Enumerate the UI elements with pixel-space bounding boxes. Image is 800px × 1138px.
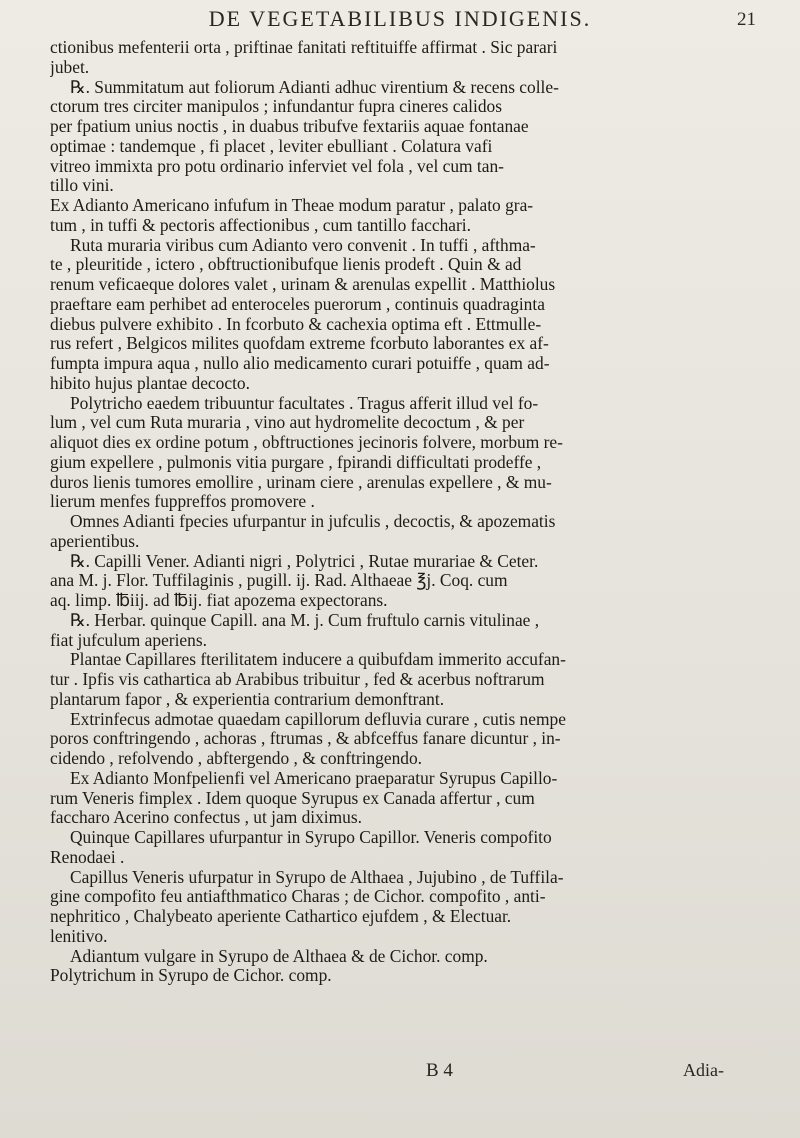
- text-line: fumpta impura aqua , nullo alio medicamento curari potuiffe , quam ad-: [50, 354, 550, 373]
- running-head: DE VEGETABILIBUS INDIGENIS.: [208, 6, 592, 31]
- text-line: tur . Ipfis vis cathartica ab Arabibus tribuitur , fed & acerbus noftrarum: [50, 670, 545, 689]
- text-line: tillo vini.: [50, 176, 114, 196]
- text-line: nephritico , Chalybeato aperiente Cathartico ejufdem , & Electuar.: [50, 907, 512, 926]
- text-line: Polytrichum in Syrupo de Cichor. comp.: [50, 966, 332, 986]
- text-line: ana M. j. Flor. Tuffilaginis , pugill. ij. Rad. Althaeae ℥j. Coq. cum: [50, 571, 508, 591]
- text-line: diebus pulvere exhibito . In fcorbuto & cachexia optima eft . Ettmulle-: [50, 314, 542, 334]
- page-number: 21: [737, 9, 756, 30]
- text-line: renum veficaeque dolores valet , urinam & arenulas expellit . Matthiolus: [50, 275, 556, 294]
- text-line: gine compofito feu antiafthmatico Charas ; de Cichor. compofito , anti-: [50, 887, 546, 907]
- text-line: ctorum tres circiter manipulos ; infundantur fupra cineres calidos: [50, 97, 503, 117]
- text-line: Renodaei .: [50, 847, 125, 867]
- text-line: rum Veneris fimplex . Idem quoque Syrupus ex Canada affertur , cum: [50, 788, 535, 808]
- text-line: gium expellere , pulmonis vitia purgare , fpirandi difficultati prodeffe ,: [50, 452, 542, 472]
- text-line: Ex Adianto Monfpelienfi vel Americano praeparatur Syrupus Capillo-: [70, 768, 558, 788]
- text-line: lenitivo.: [50, 926, 108, 946]
- text-line: Omnes Adianti fpecies ufurpantur in jufculis , decoctis, & apozematis: [70, 512, 556, 531]
- text-line: te , pleuritide , ictero , obftructionibufque lienis prodeft . Quin & ad: [50, 255, 522, 275]
- text-line: duros lienis tumores emollire , urinam ciere , arenulas expellere , & mu-: [50, 472, 552, 492]
- text-line: Adiantum vulgare in Syrupo de Althaea & de Cichor. comp.: [70, 946, 488, 966]
- text-line: Polytricho eaedem tribuuntur facultates . Tragus afferit illud vel fo-: [70, 393, 539, 413]
- text-line: Ruta muraria viribus cum Adianto vero convenit . In tuffi , afthma-: [70, 235, 536, 255]
- text-line: rus refert , Belgicos milites quofdam extreme fcorbuto laborantes ex af-: [50, 334, 549, 354]
- catchword: Adia-: [683, 1060, 724, 1080]
- text-line: ℞. Summitatum aut foliorum Adianti adhuc virentium & recens colle-: [70, 77, 559, 97]
- page-header: [0, 4, 800, 38]
- text-line: praeftare eam perhibet ad enteroceles puerorum , continuis quadraginta: [50, 294, 545, 314]
- text-line: per fpatium unius noctis , in duabus tribufve fextariis aquae fontanae: [50, 117, 529, 136]
- text-line: lum , vel cum Ruta muraria , vino aut hydromelite decoctum , & per: [50, 413, 525, 433]
- text-line: ℞. Capilli Vener. Adianti nigri , Polytrici , Rutae murariae & Ceter.: [70, 551, 539, 571]
- text-line: Extrinfecus admotae quaedam capillorum defluvia curare , cutis nempe: [70, 709, 566, 729]
- text-line: Plantae Capillares fterilitatem inducere a quibufdam immerito accufan-: [70, 650, 566, 670]
- text-line: aperientibus.: [50, 531, 140, 551]
- text-line: ℞. Herbar. quinque Capill. ana M. j. Cum fruftulo carnis vitulinae ,: [70, 610, 540, 630]
- text-line: Capillus Veneris ufurpatur in Syrupo de Althaea , Jujubino , de Tuffila-: [70, 867, 564, 887]
- text-line: poros conftringendo , achoras , ftrumas , & abfceffus fanare dicuntur , in-: [50, 729, 561, 749]
- text-line: cidendo , refolvendo , abftergendo , & conftringendo.: [50, 749, 423, 768]
- text-line: faccharo Acerino confectus , ut jam diximus.: [50, 808, 362, 828]
- text-line: lierum menfes fuppreffos promovere .: [50, 492, 315, 512]
- text-line: plantarum fapor , & experientia contrarium demonftrant.: [50, 689, 445, 709]
- text-line: fiat jufculum aperiens.: [50, 630, 207, 650]
- text-line: vitreo immixta pro potu ordinario inferviet vel fola , vel cum tan-: [50, 156, 504, 176]
- text-line: Ex Adianto Americano infufum in Theae modum paratur , palato gra-: [50, 196, 534, 215]
- page-footer: [0, 1060, 800, 1086]
- signature-mark: B 4: [426, 1060, 453, 1081]
- text-line: jubet.: [50, 57, 90, 77]
- text-line: aliquot dies ex ordine potum , obftructiones jecinoris folvere, morbum re-: [50, 433, 563, 452]
- text-line: optimae : tandemque , fi placet , leviter ebulliant . Colatura vafi: [50, 136, 493, 156]
- text-line: hibito hujus plantae decocto.: [50, 373, 250, 393]
- text-line: Quinque Capillares ufurpantur in Syrupo Capillor. Veneris compofito: [70, 828, 552, 847]
- text-line: aq. limp. ℔iij. ad ℔ij. fiat apozema expectorans.: [50, 591, 388, 610]
- text-line: tum , in tuffi & pectoris affectionibus , cum tantillo facchari.: [50, 215, 471, 235]
- text-line: ctionibus mefenterii orta , priftinae fanitati reftituiffe affirmat . Sic parari: [50, 38, 558, 57]
- body-text: [50, 38, 760, 986]
